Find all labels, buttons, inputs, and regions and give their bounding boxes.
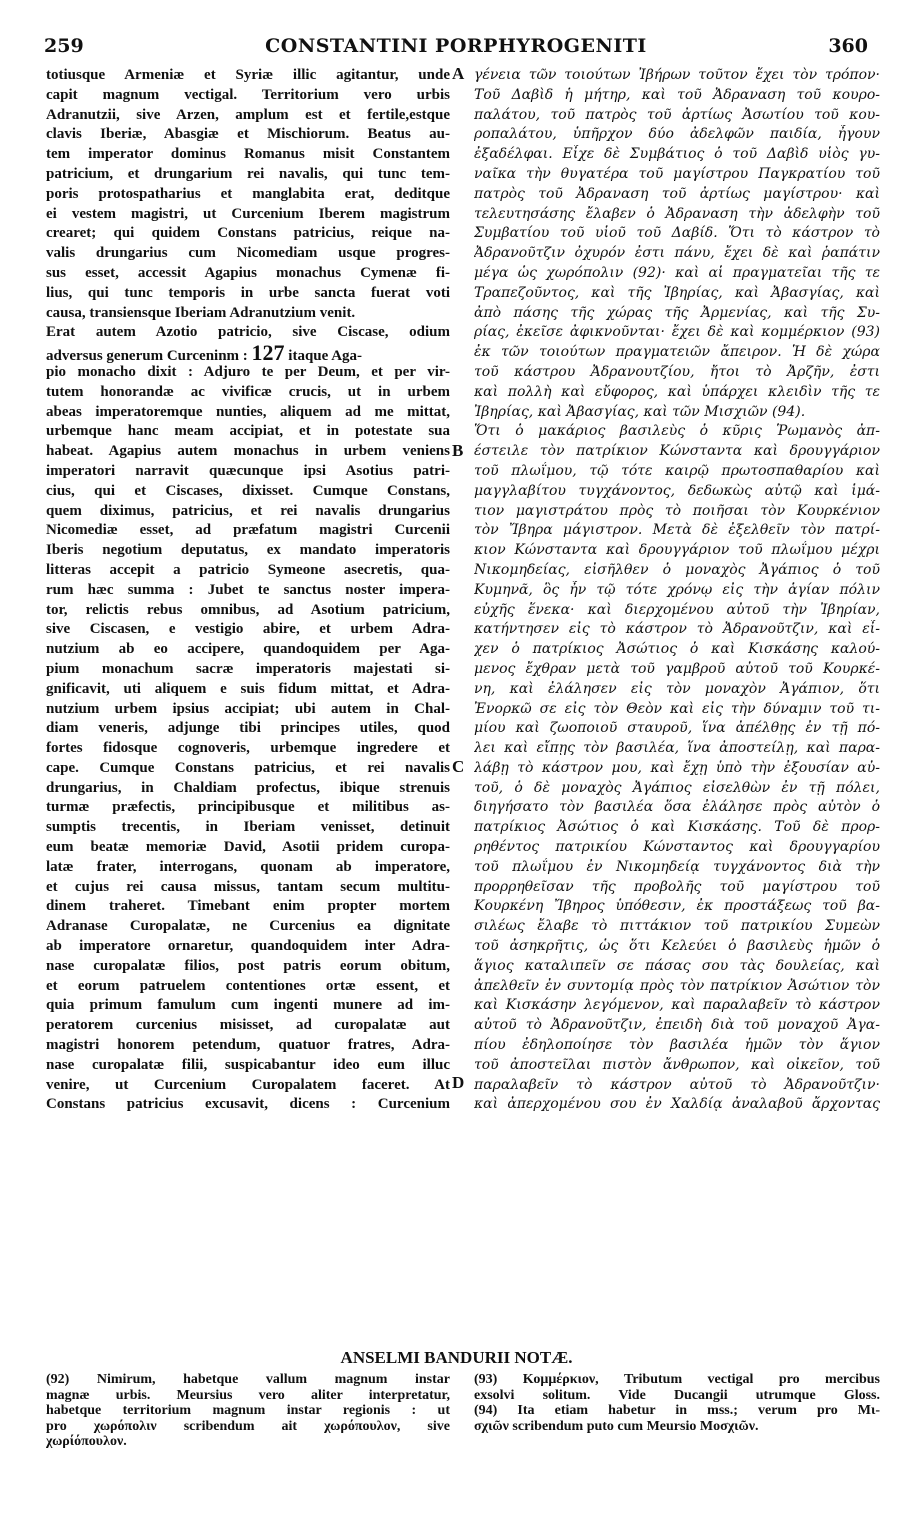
section-marker-d: D (452, 1073, 465, 1092)
greek-line: Κυμηνᾶ, ὃς ἦν τῷ τότε χρόνῳ εἰς τὴν ἁγίαν πόλιν (474, 581, 880, 598)
notes-heading: ANSELMI BANDURII NOTÆ. (340, 1348, 573, 1367)
greek-line: Τοῦ Δαβὶδ ἡ μήτηρ, καὶ τοῦ Ἀδραναση τοῦ κουρο- (474, 86, 880, 103)
note-line: χωρίόπουλον. (46, 1434, 127, 1449)
latin-line: clavis Iberiæ, Abasgiæ et Mischiorum. Beatus au- (46, 126, 450, 143)
latin-line: cius, qui et Ciscases, dixisset. Cumque Constans, (46, 482, 450, 499)
greek-line: λει καὶ εἴπῃς τὸν βασιλέα, ἵνα ἀποστείλῃ, καὶ παρα- (474, 740, 880, 757)
latin-line: nutzium ab eo accipere, quandoquidem per Aga- (46, 641, 450, 658)
note-line: (93) Κομμέρκιον, Tributum vectigal pro mercibus (474, 1372, 880, 1387)
latin-line: quia primum famulum cum ingenti munere ad im- (46, 997, 450, 1014)
greek-line: Ἀδρανοῦτζιν ὀχυρόν ἐστι πάνυ, ἔχει δὲ καὶ ῥαπάτιν (474, 245, 880, 262)
greek-line: σιλέως ἔλαβε τὸ πιττάκιον τοῦ πατρικίου Συμεὼν (474, 918, 880, 935)
latin-line: pium monachum sacræ imperatoris majestati si- (46, 660, 450, 677)
latin-line: sive Ciscasen, e vestigio abire, et urbem Adra- (46, 621, 450, 638)
notes-left-column (46, 1372, 450, 1450)
greek-line: χεν ὁ πατρίκιος Ἀσώτιος ὁ καὶ Κισκάσης καλού- (474, 641, 880, 658)
latin-line: Adranase Curopalatæ, ne Curcenius ea dignitate (46, 918, 450, 935)
latin-line: lius, qui tunc temporis in urbe sancta fuerat voti (46, 284, 450, 301)
latin-line: turmæ præfectis, principibusque et militibus as- (46, 799, 450, 816)
latin-line-tail: itaque Aga- (288, 348, 363, 363)
latin-line: Erat autem Azotio patricio, sive Ciscase, odium (46, 324, 450, 341)
greek-line: ἅγιος καταλιπεῖν σε πάσας σου τὰς δουλείας, καὶ (474, 957, 880, 974)
latin-line: poris protospatharius et manglabita erat, deditque (46, 185, 450, 202)
latin-line: venire, ut Curcenium Curopalatem faceret. At (46, 1076, 450, 1093)
latin-line: causa, transiensque Iberiam Adranutzium venit. (46, 304, 356, 321)
page-number-right: 360 (828, 35, 868, 57)
greek-line: ναῖκα τὴν θυγατέρα τοῦ μαγίστρου Παγκρατίου τοῦ (474, 165, 880, 182)
latin-line: valis drungarius cum Nicomediam usque progres- (46, 245, 450, 262)
greek-line: ρηθέντος πατρικίου Κώνσταντος καὶ δρουγγαρίου (474, 839, 880, 856)
latin-line: Adranutzii, sive Arzen, amplum est et fertile,estque (46, 106, 450, 123)
latin-line: gnificavit, uti aliquem e suis fidum mittat, et Adra- (46, 680, 450, 697)
latin-line: nase curopalatæ filii, suspicabantur ideo eum illuc (46, 1056, 450, 1073)
greek-line: τοῦ ἀσηκρῆτις, ὡς ὅτι Κελεύει ὁ βασιλεὺς ἡμῶν ὁ (474, 938, 880, 955)
greek-line: διηγήσατο τὸν βασιλέα ὅσα ἐλάλησε πρὸς αὐτὸν ὁ (474, 799, 880, 816)
greek-line: Συμβατίου τοῦ υἱοῦ τοῦ Δαβίδ. Ὅτι τὸ κάστρον τὸ (474, 225, 880, 242)
note-line: magnæ urbis. Meursius vero aliter interpretatur, (46, 1387, 450, 1403)
latin-line: sumptis trecentis, in Iberiam venisset, detinuit (46, 819, 450, 836)
greek-line: καὶ Κισκάσην λεγόμενον, καὶ παραλαβεῖν τὸ κάστρον (474, 997, 880, 1014)
latin-line: quem diximus, patricius, et rei navalis drungarius (46, 502, 450, 519)
latin-line: abeas imperatoremque nunties, aliquem ad me mittat, (46, 403, 450, 420)
greek-line: Κουρκένη Ἴβηρος ὑπόθεσιν, ἐκ προστάξεως τοῦ βα- (474, 898, 880, 915)
latin-line (46, 343, 450, 363)
greek-line: ἀπελθεῖν ἐν συντομίᾳ πρὸς τὸν πατρίκιον Ἀσώτιον τὸν (474, 977, 880, 994)
greek-line: γένεια τῶν τοιούτων Ἰβήρων τοῦτον ἔχει τὸν τρόπον· (474, 67, 880, 83)
greek-line: τοῦ κάστρου Ἀδρανουτζίου, ἤτοι τὸ Ἀρζῆν, ἐστι (474, 363, 880, 380)
greek-line: ροπαλάτου, ὑπῆρχον δύο ἀδελφῶν παιδία, ἦγουν (474, 126, 880, 143)
latin-line: crearet; qui quidem Constans patricius, reique na- (46, 225, 450, 242)
latin-line: drungarius, in Chaldiam profectus, ibique strenuis (46, 779, 450, 796)
latin-line: patricium, et drungarium rei navalis, qui tunc tem- (46, 165, 450, 182)
latin-line: urbemque hanc meam accipiat, et in potestate sua (46, 423, 450, 440)
section-marker-c: C (452, 757, 465, 776)
note-line: pro χωρόπολιν scribendum ait χωρόπουλον, sive (46, 1418, 450, 1434)
note-line: (94) Ita etiam habetur in mss.; verum pro Μι- (474, 1403, 880, 1418)
greek-line: ἀπὸ πάσης τῆς χώρας τῆς Ἀρμενίας, καὶ τῆς Συ- (474, 304, 880, 321)
latin-line: Iberis negotium deputatus, ex mandato imperatoris (46, 542, 450, 559)
latin-line: ab imperatore ornaretur, quandoquidem inter Adra- (46, 938, 450, 955)
greek-line: νη, καὶ ἐλάλησεν εἰς τὸν μοναχὸν Ἀγάπιον, ὅτι (474, 680, 880, 697)
latin-line: dinem traheret. Timebant enim propter mortem (46, 898, 450, 915)
latin-line: tutem honorandæ ac vivificæ crucis, ut in urbem (46, 383, 450, 400)
greek-line: πίου ἐδηλοποίησε τὸν βασιλέα ἡμῶν τὸν ἅγιον (474, 1037, 880, 1054)
latin-line: nutzium urbem ipsius accipiat; ubi autem in Chal- (46, 700, 450, 717)
column-number: 127 (251, 343, 285, 363)
greek-line: μέγα ὡς χωρόπολιν (92)· καὶ αἱ πραγματεῖαι τῆς τε (474, 264, 880, 281)
latin-line: eum beatæ memoriæ David, Asotii pridem curopa- (46, 839, 450, 856)
note-line: σχιῶν scribendum puto cum Meursio Μοσχιῶν. (474, 1418, 759, 1434)
greek-line: τοῦ πλωΐμου ἐν Νικομηδείᾳ τυγχάνοντος διὰ τὴν (474, 858, 880, 875)
greek-line: παραλαβεῖν τὸ κάστρον αὐτοῦ τὸ Ἀδρανοῦτζιν· (474, 1076, 880, 1093)
greek-line: κιον Κώνσταντα καὶ δρουγγάριον τοῦ πλωΐμου μέχρι (474, 542, 880, 559)
greek-line: πατρίκιος Ἀσώτιος ὁ καὶ Κισκάσης. Τοῦ δὲ προρ- (474, 819, 880, 836)
greek-line: Τραπεζοῦντος, καὶ τῆς Ἰβηρίας, καὶ Ἀβασγίας, καὶ (474, 284, 880, 301)
greek-line: αὐτοῦ τὸ Ἀδρανοῦτζιν, ἐπειδὴ διὰ τοῦ μοναχοῦ Ἀγα- (474, 1017, 880, 1034)
latin-column (46, 66, 450, 1115)
latin-line: capit magnum vectigal. Territorium vero urbis (46, 86, 450, 103)
latin-line: peratorem curcenius misisset, ad curopalatæ aut (46, 1017, 450, 1034)
latin-line: totiusque Armeniæ et Syriæ illic agitantur, unde (46, 67, 450, 83)
greek-line: ρίας, ἐκεῖσε ἀφικνοῦνται· ἔχει δὲ καὶ κομμέρκιον (93) (474, 324, 880, 341)
greek-line: Ὅτι ὁ μακάριος βασιλεὺς ὁ κῦρις Ῥωμανὸς ἀπ- (474, 423, 880, 440)
greek-line: ἐκ τῶν τοιούτων πραγματειῶν ἄπειρον. Ἡ δὲ χώρα (474, 344, 880, 361)
greek-line: τοῦ, ὁ δὲ μοναχὸς Ἀγάπιος εἰσελθὼν ἐν τῇ πόλει, (474, 779, 880, 796)
latin-line: nase curopalatæ filios, post patris eorum obitum, (46, 957, 450, 974)
greek-line: τελευτησάσης ἔλαβεν ὁ Ἀδραναση τὴν ἀδελφὴν τοῦ (474, 205, 880, 222)
greek-line: έστειλε τὸν πατρίκιον Κώνσταντα καὶ δρουγγάριον (474, 443, 880, 460)
latin-line: habeat. Agapius autem monachus in urbem veniens (46, 443, 450, 460)
latin-line: tor, relictis rebus omnibus, ad Asotium patricium, (46, 601, 450, 618)
greek-line: καὶ πολλὴ καὶ εὔφορος, καὶ ὑπάρχει κλειδὶν τῆς τε (474, 383, 880, 400)
page-number-left: 259 (44, 35, 84, 57)
latin-line: latæ frater, interrogans, quonam ab imperatore, (46, 858, 450, 875)
latin-line: et cujus rei causa missus, tantam secum multitu- (46, 878, 450, 895)
greek-line: τιον μαγιστράτου πρὸς τὸ ποιῆσαι τὸν Κουρκένιον (474, 502, 880, 519)
greek-line: εὐχῆς ἕνεκα· καὶ διερχομένου αὐτοῦ τὴν Ἰβηρίαν, (474, 601, 880, 618)
greek-line: λάβῃ τὸ κάστρον μου, καὶ ἔχῃ ὑπὸ τὴν ἐξουσίαν αὐ- (474, 759, 880, 776)
running-title: CONSTANTINI PORPHYROGENITI (265, 35, 647, 57)
greek-line: Ἰβηρίας, καὶ Ἀβασγίας, καὶ τῶν Μισχιῶν (94). (474, 403, 806, 420)
greek-line: πατρὸς τοῦ Ἀδραναση τοῦ ἀρτίως μαγίστρου· καὶ (474, 185, 880, 202)
latin-line: diam veneris, adjunge tibi principes utiles, quod (46, 720, 450, 737)
page-header (44, 35, 868, 61)
greek-line: τὸν Ἴβηρα μάγιστρον. Μετὰ δὲ ἐξελθεῖν τὸν πατρί- (474, 522, 880, 539)
greek-line: παλάτου, τοῦ πατρὸς τοῦ ἀρτίως Ἀσωτίου τοῦ κου- (474, 106, 880, 123)
greek-line: Νικομηδείας, εἰσῆλθεν ὁ μοναχὸς Ἀγάπιος ὁ τοῦ (474, 561, 880, 578)
note-line: habetque territorium magnum instar regionis : ut (46, 1403, 450, 1418)
greek-line: μίου καὶ ζωοποιοῦ σταυροῦ, ἵνα ἀπέλθῃς ἐν τῇ πό- (474, 720, 880, 737)
latin-line-text: adversus generum Curceninm : (46, 348, 248, 363)
latin-line: Constans patricius excusavit, dicens : Curcenium (46, 1096, 450, 1113)
latin-line: imperatori narravit quæcunque ipsi Asotius patri- (46, 462, 450, 479)
latin-line: magistri honorem petendum, quatuor fratres, Adra- (46, 1037, 450, 1054)
latin-line: Nicomediæ esset, ad præfatum magistri Curcenii (46, 522, 450, 539)
greek-line: τοῦ πλωΐμου, τῷ τότε καιρῷ πρωτοσπαθαρίου καὶ (474, 462, 880, 479)
greek-line: τοῦ ἀποστεῖλαι πιστὸν ἄνθρωπον, καὶ οἰκεῖον, τοῦ (474, 1056, 880, 1073)
section-marker-b: B (452, 441, 464, 460)
greek-line: κατήντησεν εἰς τὸ κάστρον τὸ Ἀδρανοῦτζιν, καὶ εἶ- (474, 621, 880, 638)
greek-line: προρρηθεῖσαν τῆς προβολῆς τοῦ μαγίστρου τοῦ (474, 878, 880, 895)
greek-line: ἐξαδέλφαι. Εἶχε δὲ Συμβάτιος ὁ τοῦ Δαβὶδ υἱὸς γυ- (474, 146, 880, 163)
greek-line: Ἐνορκῶ σε εἰς τὸν Θεὸν καὶ εἰς τὴν δύναμιν τοῦ τι- (474, 700, 880, 717)
greek-line: μαγγλαβίτου τυγχάνοντος, δεδωκὼς αὐτῷ καὶ ἱμά- (474, 482, 880, 499)
greek-column (474, 66, 880, 1115)
latin-line: sus esset, accessit Agapius monachus Cymenæ fi- (46, 264, 450, 281)
notes-right-column (474, 1372, 880, 1434)
latin-line: pio monacho dixit : Adjuro te per Deum, et per vir- (46, 363, 450, 380)
section-marker-a: A (452, 64, 465, 83)
note-line: exsolvi solitum. Vide Ducangii utrumque Gloss. (474, 1387, 880, 1403)
latin-line: ei vestem magistri, ut Curcenium Iberem magistrum (46, 205, 450, 222)
greek-line: μενος ἔχθραν μετὰ τοῦ γαμβροῦ αὐτοῦ τοῦ Κουρκέ- (474, 660, 880, 677)
latin-line: rum hæc summa : Jubet te sanctus noster impera- (46, 581, 450, 598)
latin-line: cape. Cumque Constans patricius, et rei navalis (46, 759, 450, 776)
latin-line: fortes fidosque cognoveris, urbemque ingredere et (46, 740, 450, 757)
note-line: (92) Nimirum, habetque vallum magnum instar (46, 1372, 450, 1387)
greek-line: καὶ ἀπερχομένου σου ἐν Χαλδίᾳ ἀναλαβοῦ ἄρχοντας (474, 1096, 880, 1113)
latin-line: litteras accepit a patricio Symeone asecretis, qua- (46, 561, 450, 578)
latin-line: et eorum patruelem contentiones ortæ essent, et (46, 977, 450, 994)
latin-line: tem imperator dominus Romanus misit Constantem (46, 146, 450, 163)
